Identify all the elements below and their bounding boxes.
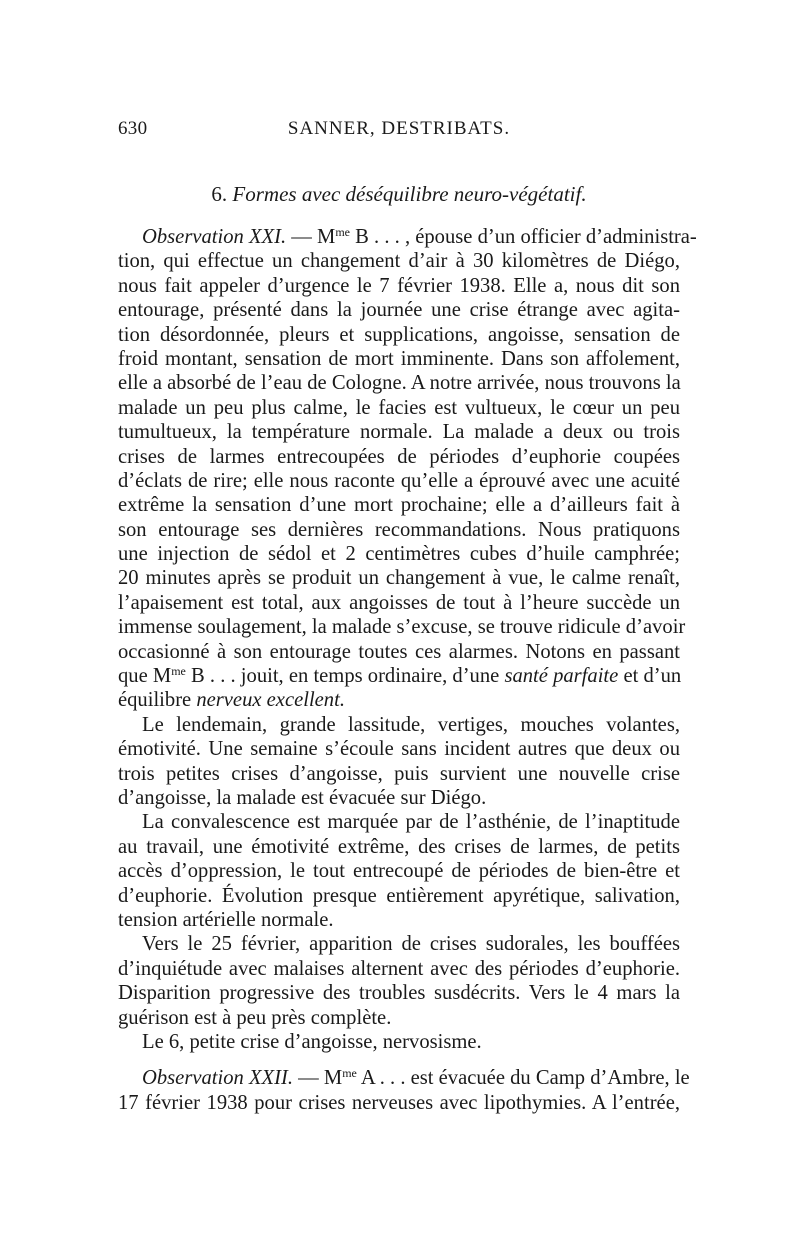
page-number: 630 (118, 118, 148, 139)
italic-phrase: nerveux excellent. (196, 689, 345, 712)
text-line: au travail, une émotivité extrême, des crises de larmes, de petits (118, 835, 680, 858)
book-page (118, 0, 697, 1245)
text-line: La convalescence est marquée par de l’asthénie, de l’inaptitude (142, 811, 680, 834)
text-line: nous fait appeler d’urgence le 7 février 1938. Elle a, nous dit son (118, 274, 680, 297)
text-fragment: équilibre (118, 689, 197, 712)
text-fragment: A . . . est évacuée du Camp d’Ambre, le (356, 1067, 690, 1090)
text-line (118, 688, 680, 712)
text-fragment: B . . . , épouse d’un officier d’administra- (350, 226, 697, 248)
text-line: son entourage ses dernières recommandations. Nous pratiquons (118, 518, 680, 541)
text-line: occasionné à son entourage toutes ces alarmes. Notons en passant (118, 640, 680, 663)
text-line (118, 1066, 690, 1090)
paragraph-gap (118, 1054, 680, 1066)
section-number: 6. (211, 182, 228, 206)
text-line: tion, qui effectue un changement d’air à 30 kilomètres de Diégo, (118, 250, 680, 273)
text-line: guérison est à peu près complète. (118, 1006, 392, 1029)
text-line (118, 664, 680, 688)
observation-title: Observation XXI. (142, 226, 287, 248)
text-line: accès d’oppression, le tout entrecoupé de périodes de bien-être et (118, 860, 680, 883)
text-line: crises de larmes entrecoupées de périodes d’euphorie coupées (118, 445, 680, 468)
italic-phrase: santé parfaite (504, 665, 619, 688)
text-line: trois petites crises d’angoisse, puis survient une nouvelle crise (118, 762, 680, 785)
section-heading (118, 182, 680, 207)
header-authors: SANNER, DESTRIBATS. (287, 118, 511, 139)
text-line: 20 minutes après se produit un changement à vue, le calme renaît, (118, 567, 680, 590)
text-line: Le lendemain, grande lassitude, vertiges, mouches volantes, (142, 713, 680, 736)
text-line: Disparition progressive des troubles susdécrits. Vers le 4 mars la (118, 982, 680, 1005)
text-line: une injection de sédol et 2 centimètres cubes d’huile camphrée; (118, 543, 680, 566)
text-line: Le 6, petite crise d’angoisse, nervosisme. (142, 1030, 482, 1053)
text-fragment: B . . . jouit, en temps ordinaire, d’une (185, 665, 505, 688)
text-line: malade un peu plus calme, le facies est vultueux, le cœur un peu (118, 396, 680, 419)
text-line: froid montant, sensation de mort imminente. Dans son affolement, (118, 347, 680, 370)
text-line: Vers le 25 février, apparition de crises sudorales, les bouffées (142, 933, 680, 956)
text-line: tension artérielle normale. (118, 908, 334, 931)
text-line: émotivité. Une semaine s’écoule sans incident autres que deux ou (118, 738, 680, 761)
text-line (118, 225, 697, 249)
text-line: elle a absorbé de l’eau de Cologne. A notre arrivée, nous trouvons la (118, 372, 681, 395)
text-fragment: — M (292, 1067, 343, 1090)
text-line: d’éclats de rire; elle nous raconte qu’elle a éprouvé avec une acuité (118, 469, 680, 492)
text-line: d’inquiétude avec malaises alternent avec des périodes d’euphorie. (118, 957, 680, 980)
superscript: me (171, 664, 186, 679)
text-line: tion désordonnée, pleurs et supplications, angoisse, sensation de (118, 323, 680, 346)
section-title: Formes avec déséquilibre neuro-végétatif. (232, 182, 587, 206)
text-line: 17 février 1938 pour crises nerveuses avec lipothymies. A l’entrée, (118, 1091, 680, 1114)
text-fragment: que M (118, 665, 172, 688)
running-head (118, 118, 680, 148)
text-fragment: et d’un (618, 665, 682, 688)
body-text (118, 225, 697, 1115)
text-line: l’apaisement est total, aux angoisses de tout à l’heure succède un (118, 591, 680, 614)
text-line: entourage, présenté dans la journée une crise étrange avec agita- (118, 299, 680, 322)
superscript: me (342, 1066, 357, 1081)
text-line: d’angoisse, la malade est évacuée sur Diégo. (118, 786, 487, 809)
text-line: d’euphorie. Évolution presque entièrement apyrétique, salivation, (118, 884, 680, 907)
observation-title: Observation XXII. (142, 1067, 293, 1090)
text-line: tumultueux, la température normale. La malade a deux ou trois (118, 421, 680, 444)
text-fragment: — M (286, 226, 336, 248)
superscript: me (335, 225, 351, 239)
text-line: immense soulagement, la malade s’excuse, se trouve ridicule d’avoir (118, 616, 686, 639)
text-line: extrême la sensation d’une mort prochaine; elle a d’ailleurs fait à (118, 494, 680, 517)
